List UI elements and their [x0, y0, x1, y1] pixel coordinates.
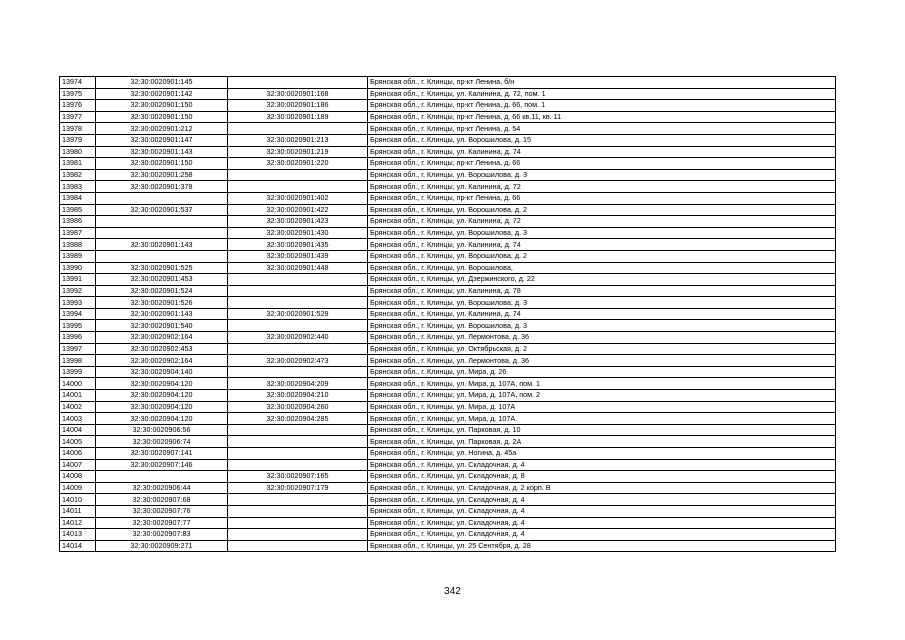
address-cell: Брянская обл., г. Клинцы, ул. Калинина, д. 74 [368, 239, 836, 251]
cadastral-number-cell [96, 192, 228, 204]
table-row [60, 134, 836, 146]
related-cadastral-number-cell: 32:30:0020902:440 [228, 332, 368, 344]
table-row [60, 250, 836, 262]
related-cadastral-number-cell [228, 540, 368, 552]
row-number-cell: 13984 [60, 192, 96, 204]
table-row [60, 239, 836, 251]
cadastral-number-cell: 32:30:0020901:258 [96, 169, 228, 181]
table-row [60, 471, 836, 483]
related-cadastral-number-cell [228, 343, 368, 355]
related-cadastral-number-cell: 32:30:0020904:209 [228, 378, 368, 390]
address-cell: Брянская обл., г. Клинцы, ул. Ворошилова, д. 2 [368, 250, 836, 262]
row-number-cell: 13983 [60, 181, 96, 193]
related-cadastral-number-cell: 32:30:0020901:219 [228, 146, 368, 158]
table-row [60, 192, 836, 204]
related-cadastral-number-cell: 32:30:0020904:285 [228, 413, 368, 425]
row-number-cell: 14006 [60, 448, 96, 460]
table-row [60, 482, 836, 494]
table-row [60, 355, 836, 367]
cadastral-number-cell [96, 227, 228, 239]
cadastral-number-cell: 32:30:0020907:77 [96, 517, 228, 529]
related-cadastral-number-cell: 32:30:0020901:220 [228, 158, 368, 170]
table-row [60, 378, 836, 390]
table-row [60, 274, 836, 286]
address-cell: Брянская обл., г. Клинцы, ул. Складочная, д. 8 [368, 471, 836, 483]
cadastral-number-cell: 32:30:0020907:146 [96, 459, 228, 471]
address-cell: Брянская обл., г. Клинцы, ул. Складочная, д. 4 [368, 517, 836, 529]
row-number-cell: 13985 [60, 204, 96, 216]
table-row [60, 424, 836, 436]
table-row [60, 204, 836, 216]
address-cell: Брянская обл., г. Клинцы, ул. Ногина, д. 45а [368, 448, 836, 460]
address-cell: Брянская обл., г. Клинцы, ул. Ворошилова, д. 3 [368, 297, 836, 309]
cadastral-number-cell: 32:30:0020901:453 [96, 274, 228, 286]
address-cell: Брянская обл., г. Клинцы, ул. Парковая, д. 10 [368, 424, 836, 436]
related-cadastral-number-cell: 32:30:0020901:402 [228, 192, 368, 204]
registry-table-body [60, 77, 836, 552]
cadastral-number-cell: 32:30:0020904:120 [96, 401, 228, 413]
address-cell: Брянская обл., г. Клинцы, ул. Мира, д. 26 [368, 366, 836, 378]
related-cadastral-number-cell [228, 297, 368, 309]
cadastral-number-cell: 32:30:0020901:526 [96, 297, 228, 309]
row-number-cell: 13987 [60, 227, 96, 239]
row-number-cell: 13988 [60, 239, 96, 251]
address-cell: Брянская обл., г. Клинцы, ул. Ворошилова, [368, 262, 836, 274]
row-number-cell: 13992 [60, 285, 96, 297]
cadastral-number-cell: 32:30:0020907:76 [96, 505, 228, 517]
table-row [60, 332, 836, 344]
row-number-cell: 14012 [60, 517, 96, 529]
address-cell: Брянская обл., г. Клинцы, ул. Ворошилова, д. 3 [368, 320, 836, 332]
table-row [60, 169, 836, 181]
cadastral-number-cell: 32:30:0020907:141 [96, 448, 228, 460]
table-row [60, 529, 836, 541]
address-cell: Брянская обл., г. Клинцы, ул. Мира, д. 107А, пом. 1 [368, 378, 836, 390]
related-cadastral-number-cell: 32:30:0020901:435 [228, 239, 368, 251]
row-number-cell: 14000 [60, 378, 96, 390]
related-cadastral-number-cell: 32:30:0020901:439 [228, 250, 368, 262]
table-row [60, 181, 836, 193]
cadastral-number-cell [96, 216, 228, 228]
address-cell: Брянская обл., г. Клинцы, ул. Калинина, д. 74 [368, 146, 836, 158]
cadastral-number-cell: 32:30:0020901:378 [96, 181, 228, 193]
row-number-cell: 14011 [60, 505, 96, 517]
cadastral-number-cell: 32:30:0020902:164 [96, 355, 228, 367]
address-cell: Брянская обл., г. Клинцы, ул. Калинина, д. 74 [368, 308, 836, 320]
row-number-cell: 13991 [60, 274, 96, 286]
address-cell: Брянская обл., г. Клинцы, пр-кт Ленина, д. 54 [368, 123, 836, 135]
cadastral-number-cell: 32:30:0020901:525 [96, 262, 228, 274]
address-cell: Брянская обл., г. Клинцы, пр-кт Ленина, д. 66 [368, 192, 836, 204]
table-row [60, 88, 836, 100]
address-cell: Брянская обл., г. Клинцы, ул. Калинина, д. 72, пом. 1 [368, 88, 836, 100]
address-cell: Брянская обл., г. Клинцы, ул. Калинина, д. 78 [368, 285, 836, 297]
related-cadastral-number-cell [228, 366, 368, 378]
cadastral-number-cell: 32:30:0020906:56 [96, 424, 228, 436]
address-cell: Брянская обл., г. Клинцы, ул. Складочная, д. 2 корп. В [368, 482, 836, 494]
related-cadastral-number-cell: 32:30:0020901:213 [228, 134, 368, 146]
related-cadastral-number-cell: 32:30:0020901:448 [228, 262, 368, 274]
table-row [60, 146, 836, 158]
row-number-cell: 14010 [60, 494, 96, 506]
row-number-cell: 13975 [60, 88, 96, 100]
row-number-cell: 14001 [60, 390, 96, 402]
row-number-cell: 13997 [60, 343, 96, 355]
cadastral-number-cell: 32:30:0020901:540 [96, 320, 228, 332]
related-cadastral-number-cell: 32:30:0020904:210 [228, 390, 368, 402]
row-number-cell: 13993 [60, 297, 96, 309]
related-cadastral-number-cell [228, 123, 368, 135]
table-row [60, 366, 836, 378]
related-cadastral-number-cell: 32:30:0020901:189 [228, 111, 368, 123]
related-cadastral-number-cell: 32:30:0020901:423 [228, 216, 368, 228]
row-number-cell: 13982 [60, 169, 96, 181]
related-cadastral-number-cell [228, 424, 368, 436]
address-cell: Брянская обл., г. Клинцы, ул. 25 Сентября, д. 28 [368, 540, 836, 552]
related-cadastral-number-cell: 32:30:0020902:473 [228, 355, 368, 367]
address-cell: Брянская обл., г. Клинцы, ул. Парковая, д. 2А [368, 436, 836, 448]
related-cadastral-number-cell: 32:30:0020901:529 [228, 308, 368, 320]
cadastral-number-cell: 32:30:0020906:74 [96, 436, 228, 448]
cadastral-number-cell: 32:30:0020904:120 [96, 413, 228, 425]
table-row [60, 517, 836, 529]
row-number-cell: 14007 [60, 459, 96, 471]
related-cadastral-number-cell: 32:30:0020901:186 [228, 100, 368, 112]
row-number-cell: 13980 [60, 146, 96, 158]
cadastral-number-cell: 32:30:0020904:120 [96, 378, 228, 390]
address-cell: Брянская обл., г. Клинцы, пр-кт Ленина, д. 66, пом. 1 [368, 100, 836, 112]
table-row [60, 494, 836, 506]
page-number: 342 [444, 586, 461, 597]
row-number-cell: 14013 [60, 529, 96, 541]
address-cell: Брянская обл., г. Клинцы, ул. Мира, д. 107А [368, 401, 836, 413]
address-cell: Брянская обл., г. Клинцы, ул. Калинина, д. 72 [368, 181, 836, 193]
table-row [60, 77, 836, 89]
address-cell: Брянская обл., г. Клинцы, ул. Ворошилова, д. 3 [368, 169, 836, 181]
cadastral-number-cell: 32:30:0020904:140 [96, 366, 228, 378]
row-number-cell: 13977 [60, 111, 96, 123]
table-row [60, 100, 836, 112]
row-number-cell: 13996 [60, 332, 96, 344]
table-row [60, 413, 836, 425]
related-cadastral-number-cell [228, 285, 368, 297]
address-cell: Брянская обл., г. Клинцы, ул. Калинина, д. 72 [368, 216, 836, 228]
address-cell: Брянская обл., г. Клинцы, пр-кт Ленина, б/н [368, 77, 836, 89]
related-cadastral-number-cell: 32:30:0020904:260 [228, 401, 368, 413]
table-row [60, 401, 836, 413]
related-cadastral-number-cell: 32:30:0020907:165 [228, 471, 368, 483]
table-row [60, 297, 836, 309]
address-cell: Брянская обл., г. Клинцы, ул. Лермонтова, д. 36 [368, 332, 836, 344]
related-cadastral-number-cell [228, 169, 368, 181]
related-cadastral-number-cell [228, 181, 368, 193]
table-row [60, 285, 836, 297]
table-row [60, 158, 836, 170]
address-cell: Брянская обл., г. Клинцы, ул. Дзержинского, д. 22 [368, 274, 836, 286]
related-cadastral-number-cell [228, 448, 368, 460]
table-row [60, 227, 836, 239]
address-cell: Брянская обл., г. Клинцы, ул. Складочная, д. 4 [368, 494, 836, 506]
row-number-cell: 13995 [60, 320, 96, 332]
table-row [60, 436, 836, 448]
cadastral-number-cell [96, 250, 228, 262]
cadastral-number-cell: 32:30:0020901:212 [96, 123, 228, 135]
row-number-cell: 13978 [60, 123, 96, 135]
address-cell: Брянская обл., г. Клинцы, ул. Мира, д. 107А [368, 413, 836, 425]
row-number-cell: 13979 [60, 134, 96, 146]
cadastral-number-cell: 32:30:0020901:150 [96, 158, 228, 170]
address-cell: Брянская обл., г. Клинцы, ул. Лермонтова, д. 36 [368, 355, 836, 367]
table-row [60, 123, 836, 135]
address-cell: Брянская обл., г. Клинцы, ул. Ворошилова, д. 15 [368, 134, 836, 146]
related-cadastral-number-cell [228, 274, 368, 286]
cadastral-number-cell: 32:30:0020901:150 [96, 111, 228, 123]
related-cadastral-number-cell [228, 320, 368, 332]
related-cadastral-number-cell [228, 459, 368, 471]
cadastral-number-cell: 32:30:0020901:142 [96, 88, 228, 100]
address-cell: Брянская обл., г. Клинцы, пр-кт Ленина, д. 66 кв.11, кв. 11 [368, 111, 836, 123]
related-cadastral-number-cell: 32:30:0020901:422 [228, 204, 368, 216]
related-cadastral-number-cell: 32:30:0020901:168 [228, 88, 368, 100]
table-row [60, 540, 836, 552]
related-cadastral-number-cell: 32:30:0020907:179 [228, 482, 368, 494]
row-number-cell: 13976 [60, 100, 96, 112]
address-cell: Брянская обл., г. Клинцы, ул. Складочная, д. 4 [368, 505, 836, 517]
row-number-cell: 13990 [60, 262, 96, 274]
row-number-cell: 14009 [60, 482, 96, 494]
cadastral-number-cell: 32:30:0020906:44 [96, 482, 228, 494]
address-cell: Брянская обл., г. Клинцы, ул. Складочная, д. 4 [368, 459, 836, 471]
row-number-cell: 14002 [60, 401, 96, 413]
table-row [60, 448, 836, 460]
table-row [60, 111, 836, 123]
row-number-cell: 14005 [60, 436, 96, 448]
cadastral-number-cell: 32:30:0020901:150 [96, 100, 228, 112]
related-cadastral-number-cell: 32:30:0020901:430 [228, 227, 368, 239]
table-row [60, 390, 836, 402]
table-row [60, 308, 836, 320]
cadastral-number-cell: 32:30:0020901:147 [96, 134, 228, 146]
cadastral-number-cell [96, 471, 228, 483]
cadastral-number-cell: 32:30:0020901:537 [96, 204, 228, 216]
related-cadastral-number-cell [228, 529, 368, 541]
row-number-cell: 14004 [60, 424, 96, 436]
cadastral-number-cell: 32:30:0020902:164 [96, 332, 228, 344]
row-number-cell: 13981 [60, 158, 96, 170]
related-cadastral-number-cell [228, 436, 368, 448]
row-number-cell: 14014 [60, 540, 96, 552]
table-row [60, 459, 836, 471]
related-cadastral-number-cell [228, 77, 368, 89]
table-row [60, 262, 836, 274]
row-number-cell: 13999 [60, 366, 96, 378]
table-row [60, 216, 836, 228]
cadastral-number-cell: 32:30:0020907:83 [96, 529, 228, 541]
row-number-cell: 13974 [60, 77, 96, 89]
address-cell: Брянская обл., г. Клинцы, ул. Складочная, д. 4 [368, 529, 836, 541]
cadastral-number-cell: 32:30:0020901:524 [96, 285, 228, 297]
address-cell: Брянская обл., г. Клинцы, ул. Мира, д. 107А, пом. 2 [368, 390, 836, 402]
cadastral-number-cell: 32:30:0020901:145 [96, 77, 228, 89]
row-number-cell: 13989 [60, 250, 96, 262]
cadastral-number-cell: 32:30:0020901:143 [96, 239, 228, 251]
address-cell: Брянская обл., г. Клинцы, ул. Ворошилова, д. 2 [368, 204, 836, 216]
address-cell: Брянская обл., г. Клинцы, пр-кт Ленина, д. 66 [368, 158, 836, 170]
registry-table [59, 76, 836, 552]
related-cadastral-number-cell [228, 517, 368, 529]
table-row [60, 320, 836, 332]
cadastral-number-cell: 32:30:0020907:68 [96, 494, 228, 506]
cadastral-number-cell: 32:30:0020904:120 [96, 390, 228, 402]
cadastral-number-cell: 32:30:0020901:143 [96, 146, 228, 158]
cadastral-number-cell: 32:30:0020902:453 [96, 343, 228, 355]
address-cell: Брянская обл., г. Клинцы, ул. Ворошилова, д. 3 [368, 227, 836, 239]
row-number-cell: 13986 [60, 216, 96, 228]
row-number-cell: 14003 [60, 413, 96, 425]
table-row [60, 343, 836, 355]
cadastral-number-cell: 32:30:0020909:271 [96, 540, 228, 552]
row-number-cell: 14008 [60, 471, 96, 483]
related-cadastral-number-cell [228, 494, 368, 506]
table-row [60, 505, 836, 517]
address-cell: Брянская обл., г. Клинцы, ул. Октябрьская, д. 2 [368, 343, 836, 355]
related-cadastral-number-cell [228, 505, 368, 517]
row-number-cell: 13998 [60, 355, 96, 367]
row-number-cell: 13994 [60, 308, 96, 320]
cadastral-number-cell: 32:30:0020901:143 [96, 308, 228, 320]
